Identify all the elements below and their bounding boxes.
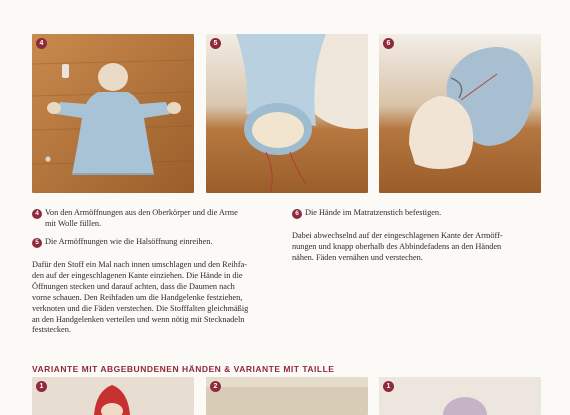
fabric-image — [206, 377, 368, 415]
photo-variant-3 — [379, 377, 541, 415]
paragraph-right-line: Dabei abwechselnd auf der eingeschlagenen Kante der Armöff- — [292, 231, 503, 240]
paragraph-left-line: an den Handgelenken verteilen und wenn nötig mit Stecknadeln — [32, 314, 245, 324]
step-5-line: Die Armöffnungen wie die Halsöffnung einreihen. — [45, 237, 213, 246]
paragraph-right-line: nungen und knapp oberhalb des Abbindefadens an den Händen — [292, 241, 502, 251]
doll-head-image — [379, 34, 541, 193]
variant-2-badge: 2 — [210, 381, 221, 392]
photo-step-5 — [206, 34, 368, 193]
variant-3-badge: 1 — [383, 381, 394, 392]
variant-1-badge: 1 — [36, 381, 47, 392]
red-hat-doll-image — [32, 377, 194, 415]
step-6-badge: 6 — [383, 38, 394, 49]
section-title: VARIANTE MIT ABGEBUNDENEN HÄNDEN & VARIANTE MIT TAILLE — [32, 364, 335, 374]
step-4-line-2: mit Wolle füllen. — [45, 219, 102, 228]
step-5-number: 5 — [32, 238, 42, 248]
step-6-text — [292, 208, 542, 219]
photo-variant-2 — [206, 377, 368, 415]
photo-variant-1 — [32, 377, 194, 415]
paragraph-right-line: nähen. Fäden vernähen und verstechen. — [292, 252, 423, 262]
doll-body-image — [32, 34, 194, 193]
step-5-badge: 5 — [210, 38, 221, 49]
step-6-line: Die Hände im Matratzenstich befestigen. — [305, 208, 442, 217]
paragraph-left-line: den auf der eingeschlagenen Kante einziehen. Die Hände in die — [32, 270, 243, 280]
arm-opening-image — [206, 34, 368, 193]
photo-step-6 — [379, 34, 541, 193]
step-5-text — [32, 237, 282, 248]
step-4-text — [32, 208, 282, 230]
paragraph-right — [292, 231, 546, 264]
step-4-badge: 4 — [36, 38, 47, 49]
paragraph-left — [32, 260, 288, 336]
doll-head-variant-image — [379, 377, 541, 415]
paragraph-left-line: feststecken. — [32, 325, 71, 335]
paragraph-left-line: Öffnungen stecken und darauf achten, dass die Daumen nach — [32, 281, 235, 291]
photo-step-4 — [32, 34, 194, 193]
paragraph-left-line: verknoten und die Fäden verstechen. Die Stofffalten gleichmäßig — [32, 303, 249, 313]
paragraph-left-line: Dafür den Stoff ein Mal nach innen umschlagen und den Reihfa- — [32, 260, 248, 269]
step-6-number: 6 — [292, 209, 302, 219]
step-4-line-1: Von den Armöffnungen aus den Oberkörper und die Arme — [45, 208, 238, 217]
paragraph-left-line: vorne schauen. Den Reihfaden um die Handgelenke festziehen, — [32, 292, 243, 302]
step-4-number: 4 — [32, 209, 42, 219]
